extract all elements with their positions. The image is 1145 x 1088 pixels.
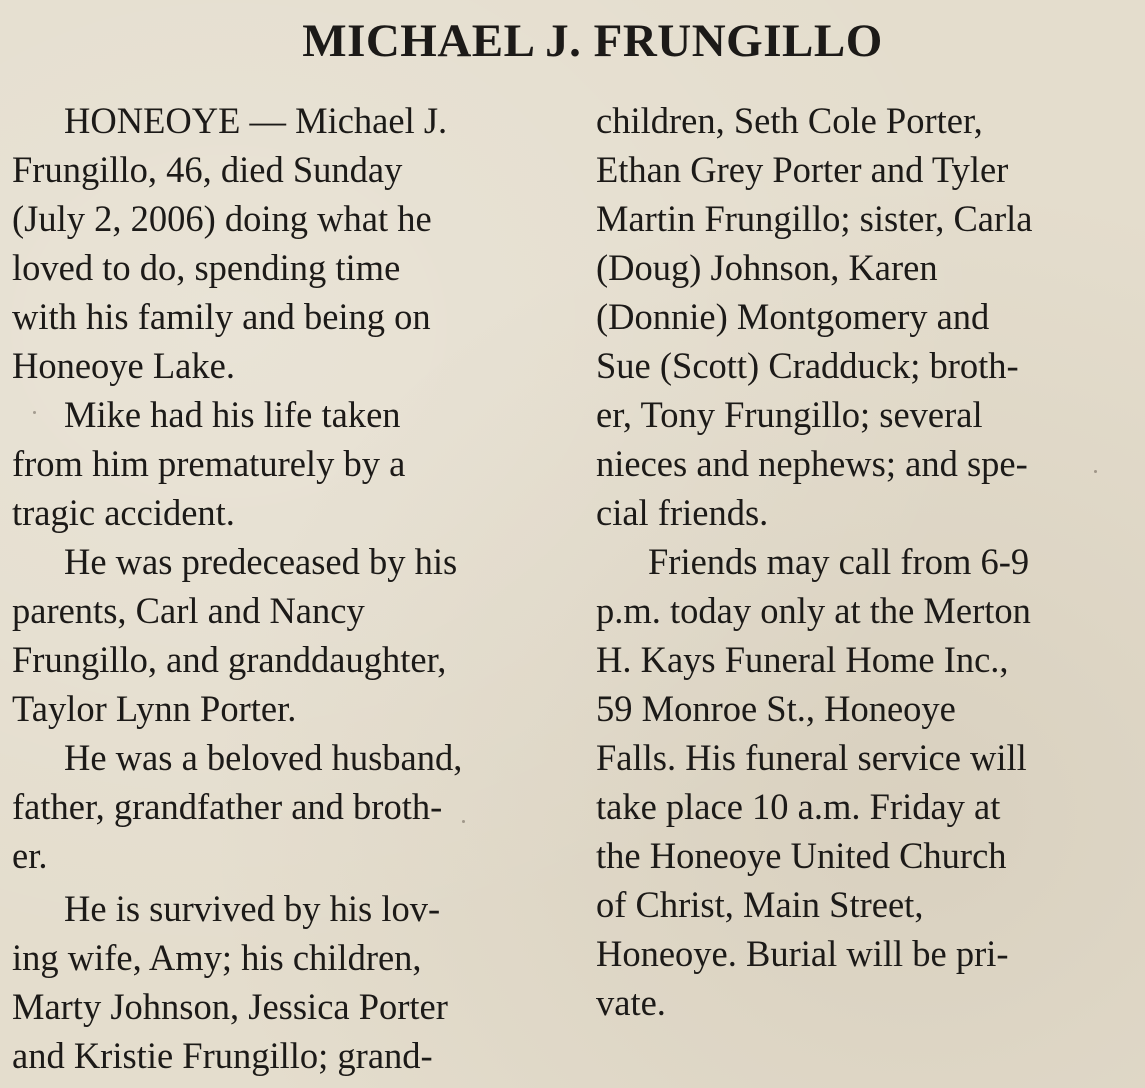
paragraph-beloved: He was a beloved husband, father, grandfather and broth- er.: [12, 737, 463, 876]
paragraph-survived: He is survived by his lov- ing wife, Amy; his children, Marty Johnson, Jessica Porter and Kristie Frungillo; grand-: [12, 888, 448, 1076]
obituary-title: MICHAEL J. FRUNGILLO: [302, 15, 883, 67]
paragraph-predeceased: He was predeceased by his parents, Carl and Nancy Frungillo, and granddaughter, Taylor Lynn Porter.: [12, 541, 458, 729]
right-column: [596, 96, 1141, 1027]
paragraph-intro: HONEOYE — Michael J. Frungillo, 46, died Sunday (July 2, 2006) doing what he loved to do, spending time with his family and being on Honeoye Lake.: [12, 100, 448, 386]
paper-speck: [462, 820, 465, 823]
paragraph-services: Friends may call from 6-9 p.m. today only at the Merton H. Kays Funeral Home Inc., 59 Monroe St., Honeoye Falls. His funeral service will take place 10 a.m. Friday at the Honeoye United Church of Christ, Main Street, Honeoye. Burial will be pri- vate.: [596, 541, 1031, 1023]
paragraph-survivors-continued: children, Seth Cole Porter, Ethan Grey Porter and Tyler Martin Frungillo; sister, Carla (Doug) Johnson, Karen (Donnie) Montgomery and Sue (Scott) Cradduck; broth- er, Tony Frungillo; several nieces and nephews; and spe- cial friends.: [596, 100, 1033, 533]
paragraph-accident: Mike had his life taken from him prematurely by a tragic accident.: [12, 394, 406, 533]
paper-speck: [1094, 470, 1097, 473]
left-column: [12, 96, 577, 1080]
paper-speck: [33, 411, 36, 414]
